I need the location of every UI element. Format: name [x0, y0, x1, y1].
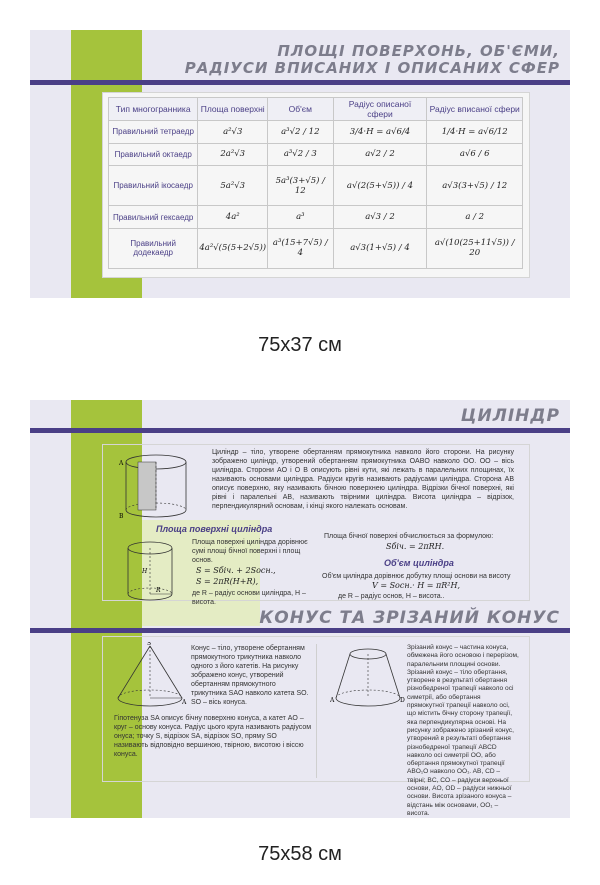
row-label: Правильний гексаедр	[109, 206, 198, 229]
poster1-title-line1: ПЛОЩІ ПОВЕРХОНЬ, ОБ'ЄМИ,	[277, 42, 560, 60]
poster2-size-caption: 75x58 см	[258, 843, 342, 865]
row-label: Правильний додекаедр	[109, 228, 198, 268]
cone-figure	[112, 642, 188, 712]
cylinder-definition: Циліндр – тіло, утворене обертанням прямокутника навколо його сторони. На рисунку зображено циліндр, утворений обертанням прямокутника OABO навколо OO. OO – вісь циліндра. Сторони AO і O B описують рівні кути, які лежать в паралельних площинах, їх називають основами циліндра. Радіуси кругів називають радіусами циліндра. Сторона AB описує поверхню, яку називають бічною поверхнею циліндра. Відрізки бічної поверхні, які рівні і паралельні AB, називають твірними циліндра. Висота циліндра – відрізок, перпендикулярний основам, і кінці якого належать основам.	[212, 449, 514, 510]
table-cell: a³(15+7√5) / 4	[268, 228, 333, 268]
table-header-row	[109, 98, 523, 121]
table-cell: a²√3	[198, 121, 268, 144]
table-cell: a / 2	[427, 206, 523, 229]
svg-text:D: D	[400, 697, 405, 704]
lateral-area-formula: Sбіч. = 2πRH.	[386, 542, 445, 551]
table-row	[109, 121, 523, 144]
surface-area-note: де R – радіус основи циліндра, H – висота.	[192, 590, 306, 606]
table-header: Радіус описаної сфери	[333, 98, 427, 121]
table-row	[109, 166, 523, 206]
table-cell: 1/4·H = a√6/12	[427, 121, 523, 144]
cylinder-title: ЦИЛІНДР	[460, 406, 560, 426]
table-cell: 4a²	[198, 206, 268, 229]
lateral-area-text: Площа бічної поверхні обчислюється за формулою:	[324, 533, 494, 540]
table-cell: a√3(3+√5) / 12	[427, 166, 523, 206]
svg-text:H: H	[142, 568, 148, 575]
row-label: Правильний октаедр	[109, 143, 198, 166]
row-label: Правильний ікосаедр	[109, 166, 198, 206]
table-cell: a√6 / 6	[427, 143, 523, 166]
table-cell: a√3(1+√5) / 4	[333, 228, 427, 268]
cone-underline	[30, 628, 570, 633]
title-underline	[30, 80, 570, 85]
volume-note: де R – радіус основ, H – висота..	[338, 593, 445, 600]
table-cell: a√(2(5+√5)) / 4	[333, 166, 427, 206]
table-cell: 4a²√(5(5+2√5))	[198, 228, 268, 268]
svg-text:A: A	[182, 699, 187, 706]
cone-divider	[316, 644, 317, 778]
surface-area-heading: Площа поверхні циліндра	[156, 524, 273, 534]
frustum-definition: Зрізаний конус – частина конуса, обмежена його основою і перерізом, паралельним площині основи. Зрізаний конус – тіло обертання, утворене в результаті обертання різнобедреної трапеції навколо осі симетрії, або обертання прямокутної трапеції навколо осі, що містить бічну сторону трапеції, яка перпендикулярна основі. На рисунку зображено зрізаний конус, утворений в результаті обертання різнобедреної трапеції ABCD навколо осі симетрії OO, або обертання прямокутної трапеції ABO₁O навколо OO₁. AB, CD – твірні; BC, CO – радіуси верхньої основи, AO, OD – радіуси нижньої основи. Висота зрізаного конуса – відстань між основами, OO₁ – висота.	[407, 644, 519, 817]
small-cylinder-figure	[122, 540, 178, 604]
table-cell: a³√2 / 12	[268, 121, 333, 144]
row-label: Правильний тетраедр	[109, 121, 198, 144]
svg-text:S: S	[147, 642, 152, 647]
table-cell: a√2 / 2	[333, 143, 427, 166]
table-cell: 3/4·H = a√6/4	[333, 121, 427, 144]
table-row	[109, 143, 523, 166]
table-cell: a√3 / 2	[333, 206, 427, 229]
table-header: Об'єм	[268, 98, 333, 121]
svg-text:R: R	[156, 587, 161, 594]
poster1-title-line2: РАДІУСИ ВПИСАНИХ І ОПИСАНИХ СФЕР	[184, 59, 560, 77]
table-row	[109, 228, 523, 268]
table-cell: 5a²√3	[198, 166, 268, 206]
table-cell: 5a³(3+√5) / 12	[268, 166, 333, 206]
table-cell: a√(10(25+11√5)) / 20	[427, 228, 523, 268]
table-row	[109, 206, 523, 229]
table-header: Тип многогранника	[109, 98, 198, 121]
svg-text:A: A	[119, 460, 124, 467]
poster1-size-caption: 75x37 см	[258, 334, 342, 356]
table-cell: a³√2 / 3	[268, 143, 333, 166]
cylinder-underline	[30, 428, 570, 433]
table-header: Радіус вписаної сфери	[427, 98, 523, 121]
volume-formula: V = Sосн.· H = πR²H,	[372, 581, 461, 590]
surface-formula-2: S = 2πR(H+R),	[196, 577, 259, 586]
volume-heading: Об'єм циліндра	[384, 558, 454, 568]
volume-text: Об'єм циліндра дорівнює добутку площі основи на висоту	[322, 573, 511, 580]
table-cell: a³	[268, 206, 333, 229]
svg-text:B: B	[119, 513, 124, 520]
cone-definition-2: Гіпотенуза SA описує бічну поверхню конуса, а катет AO – круг – основу конуса. Радіус цього круга називають радіусом онуса; точку S, відрізок SA, відрізок SO, пряму SO називають відповідно вершиною, твірною, висотою і віссю конуса.	[114, 715, 312, 758]
table-header: Площа поверхні	[198, 98, 268, 121]
frustum-figure	[330, 646, 406, 712]
surface-area-text: Площа поверхні циліндра дорівнює сумі площі бічної поверхні і площ основ.	[192, 539, 308, 564]
cylinder-figure	[116, 452, 196, 522]
cone-title: КОНУС ТА ЗРІЗАНИЙ КОНУС	[259, 608, 560, 628]
svg-text:A: A	[330, 697, 335, 704]
surface-formula-1: S = Sбіч. + 2Sосн.,	[196, 566, 276, 575]
table-cell: 2a²√3	[198, 143, 268, 166]
formulas-table	[108, 97, 523, 269]
cone-definition: Конус – тіло, утворене обертанням прямокутного трикутника навколо одного з його катетів. На рисунку зображено конус, утворений обертанням прямокутного трикутника SAO навколо катета SO. SO – вісь конуса.	[191, 645, 309, 706]
